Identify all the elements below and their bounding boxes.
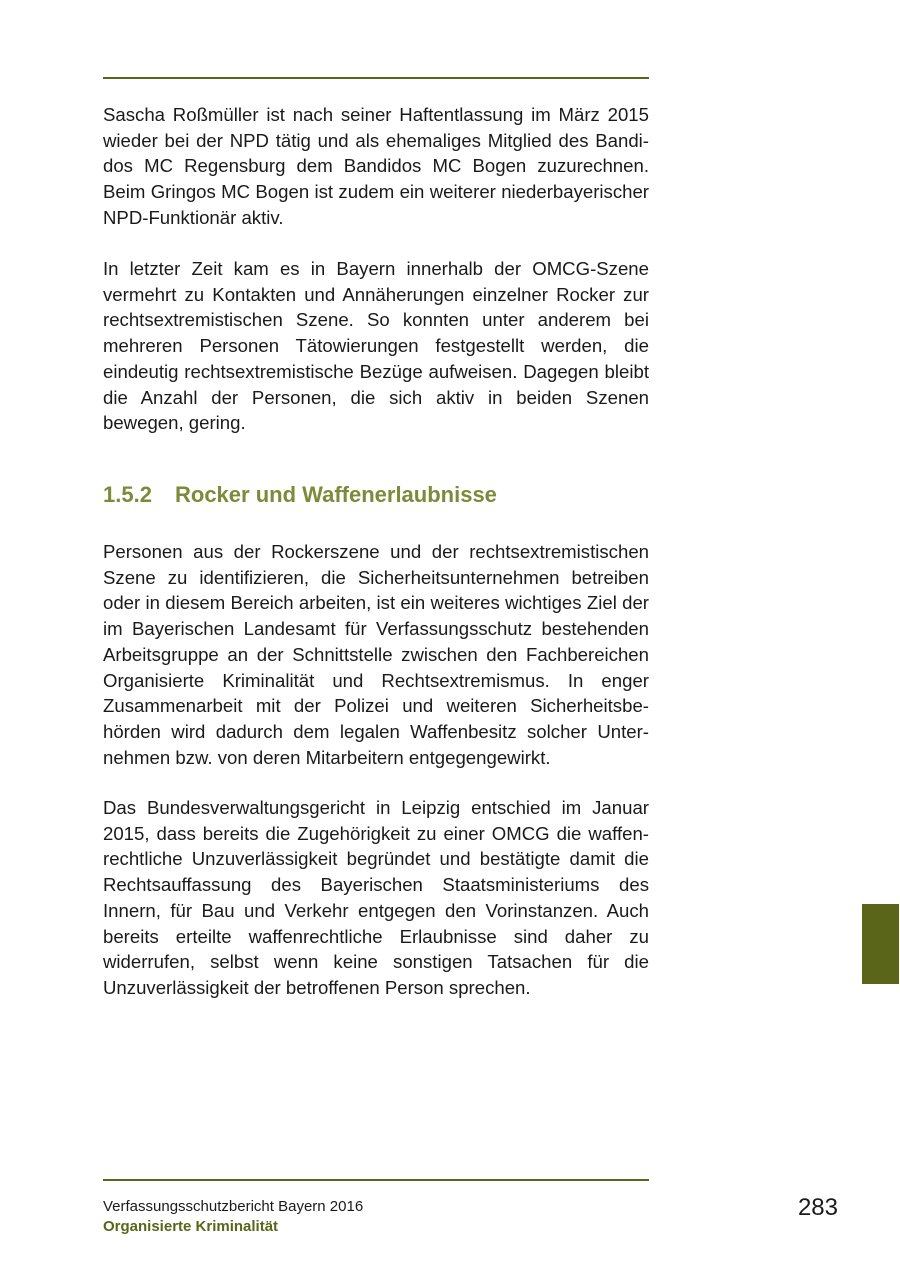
footer-chapter-name: Organisierte Kriminalität bbox=[103, 1218, 279, 1235]
body-paragraph: In letzter Zeit kam es in Bayern innerhalb der OMCG-Szene vermehrt zu Kontakten und Annäherungen einzelner Rocker zur rechtsextremistischen Szene. So konnten unter anderem bei mehreren Personen Tätowierungen festgestellt werden, die eindeutig rechtsextremistische Bezüge aufweisen. Dagegen bleibt die Anzahl der Personen, die sich aktiv in beiden Szenen bewegen, gering. bbox=[103, 258, 649, 434]
section-title: Rocker und Waffenerlaubnisse bbox=[175, 482, 497, 507]
body-paragraph: Sascha Roßmüller ist nach seiner Haftentlassung im März 2015 wieder bei der NPD tätig und als ehemaliges Mitglied des Bandidos MC Regensburg dem Bandidos MC Bogen zuzurechnen. Beim Gringos MC Bogen ist zudem ein weiterer niederbayerischer NPD-Funktionär aktiv. bbox=[103, 104, 649, 228]
body-paragraph: Das Bundesverwaltungsgericht in Leipzig entschied im Januar 2015, dass bereits die Zugehörigkeit zu einer OMCG die waffenrechtliche Unzuverlässigkeit begründet und bestätigte damit die Rechtsauffassung des Bayerischen Staatsministeriums des Innern, für Bau und Verkehr entgegen den Vorinstanzen. Auch bereits erteilte waffenrechtliche Erlaubnisse sind daher zu widerrufen, selbst wenn keine sonstigen Tatsachen für die Unzuverlässigkeit der betroffenen Person sprechen. bbox=[103, 797, 649, 998]
top-divider bbox=[103, 77, 649, 79]
section-number: 1.5.2 bbox=[103, 482, 152, 507]
page-number: 283 bbox=[797, 1194, 838, 1221]
bottom-divider bbox=[103, 1179, 649, 1181]
footer-publication-title: Verfassungsschutzbericht Bayern 2016 bbox=[103, 1198, 364, 1215]
chapter-tab-marker bbox=[862, 904, 899, 984]
section-heading bbox=[103, 482, 497, 508]
body-paragraph: Personen aus der Rockerszene und der rechtsextremistischen Szene zu identifizieren, die Sicherheitsunternehmen betreiben oder in diesem Bereich arbeiten, ist ein weiteres wichtiges Ziel der im Bayerischen Landesamt für Verfassungsschutz bestehenden Arbeitsgruppe an der Schnittstelle zwischen den Fachbereichen Organisierte Kriminalität und Rechtsextremismus. In enger Zusammenarbeit mit der Polizei und weiteren Sicherheitsbehörden wird dadurch dem legalen Waffenbesitz solcher Unternehmen bzw. von deren Mitarbeitern entgegengewirkt. bbox=[103, 541, 649, 768]
